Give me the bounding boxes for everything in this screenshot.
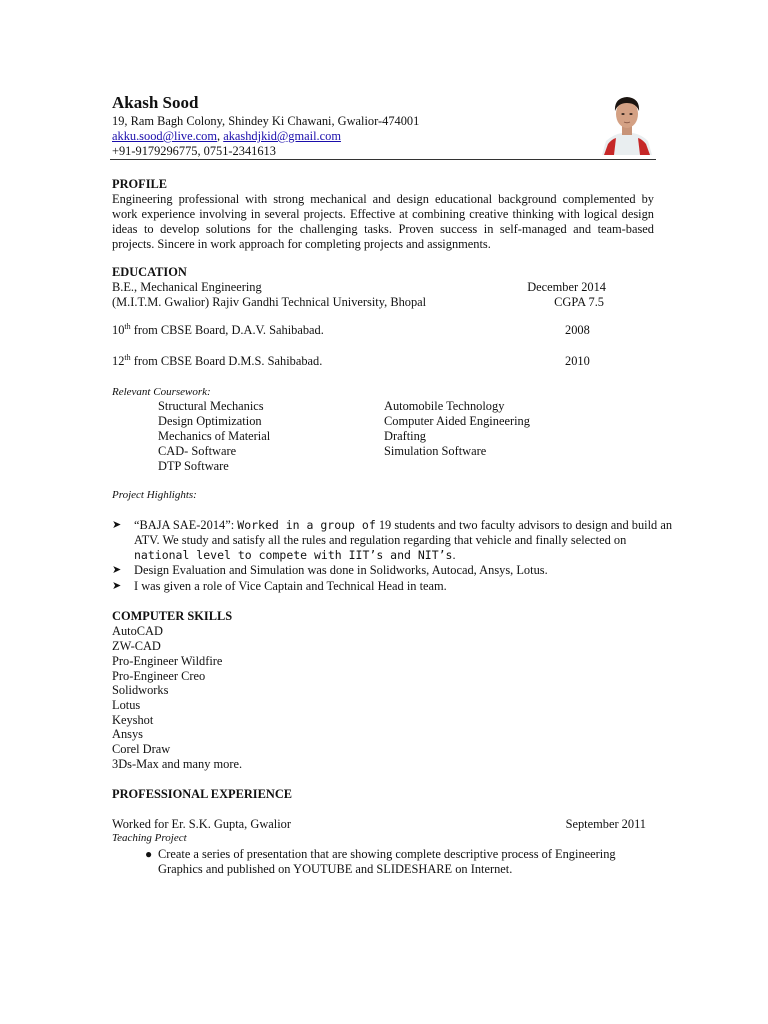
project-text: 19 students and two faculty advisors to design and build an [375, 518, 673, 532]
profile-photo [596, 89, 658, 155]
cgpa: CGPA 7.5 [554, 295, 604, 309]
coursework-item: Computer Aided Engineering [384, 414, 530, 428]
project-line: Design Evaluation and Simulation was done in Solidworks, Autocad, Ansys, Lotus. [134, 563, 548, 577]
coursework-item: Automobile Technology [384, 399, 505, 413]
skill-item: Keyshot [112, 713, 154, 727]
candidate-name: Akash Sood [112, 93, 199, 112]
twelfth-suffix: th [124, 352, 131, 362]
project-text-highlight: national level to compete with IIT’s and NIT’s [134, 548, 453, 562]
tenth-suffix: th [124, 321, 131, 331]
experience-date: September 2011 [565, 817, 646, 831]
round-bullet-icon: ● [145, 847, 153, 861]
project-line: I was given a role of Vice Captain and Technical Head in team. [134, 579, 447, 593]
email-link-live[interactable]: akku.sood@live.com [112, 129, 218, 143]
skill-item: ZW-CAD [112, 639, 161, 653]
header-divider [110, 159, 656, 160]
profile-line: projects. Sincere in work approach for completing projects and assignments. [112, 237, 491, 251]
experience-heading: PROFESSIONAL EXPERIENCE [112, 787, 293, 801]
project-line [134, 548, 456, 563]
project-highlights-label: Project Highlights: [112, 489, 197, 501]
institute: (M.I.T.M. Gwalior) Rajiv Gandhi Technical University, Bhopal [112, 295, 427, 309]
twelfth-details: from CBSE Board D.M.S. Sahibabad. [130, 354, 323, 368]
twelfth-year: 2010 [565, 354, 590, 368]
tenth-year: 2008 [565, 323, 590, 337]
tenth-entry [112, 323, 324, 338]
degree-date: December 2014 [527, 280, 606, 294]
project-line [134, 518, 672, 533]
profile-heading: PROFILE [112, 177, 168, 191]
project-baja-title: “BAJA SAE-2014”: [134, 518, 238, 532]
address: 19, Ram Bagh Colony, Shindey Ki Chawani, Gwalior-474001 [112, 114, 420, 128]
twelfth-number: 12 [112, 354, 125, 368]
skill-item: 3Ds-Max and many more. [112, 757, 243, 771]
profile-line: Engineering professional with strong mechanical and design educational background complemented by [112, 192, 654, 206]
email-link-gmail[interactable]: akashdjkid@gmail.com [223, 129, 341, 143]
coursework-item: CAD- Software [158, 444, 237, 458]
experience-role: Teaching Project [112, 832, 187, 844]
skill-item: Lotus [112, 698, 141, 712]
project-text: . [452, 548, 456, 562]
twelfth-entry [112, 354, 322, 369]
experience-line: Graphics and published on YOUTUBE and SLIDESHARE on Internet. [158, 862, 513, 876]
coursework-item: Simulation Software [384, 444, 487, 458]
arrow-bullet-icon: ➤ [112, 564, 122, 576]
profile-paragraph [112, 192, 654, 252]
skill-item: Corel Draw [112, 742, 171, 756]
coursework-item: Structural Mechanics [158, 399, 264, 413]
skill-item: AutoCAD [112, 624, 163, 638]
employer: Worked for Er. S.K. Gupta, Gwalior [112, 817, 291, 831]
skill-item: Solidworks [112, 683, 169, 697]
email-separator: , [217, 129, 224, 143]
tenth-number: 10 [112, 323, 125, 337]
arrow-bullet-icon: ➤ [112, 580, 122, 592]
education-heading: EDUCATION [112, 265, 187, 279]
skill-item: Pro-Engineer Wildfire [112, 654, 223, 668]
coursework-item: Design Optimization [158, 414, 262, 428]
coursework-item: Drafting [384, 429, 426, 443]
degree: B.E., Mechanical Engineering [112, 280, 262, 294]
coursework-label: Relevant Coursework: [112, 386, 211, 398]
skill-item: Pro-Engineer Creo [112, 669, 206, 683]
profile-line: work experience involving in several projects. Effective at combining creative thinking with logical design [112, 207, 654, 221]
experience-line: Create a series of presentation that are showing complete descriptive process of Engineering [158, 847, 616, 861]
coursework-item: DTP Software [158, 459, 229, 473]
skills-heading: COMPUTER SKILLS [112, 609, 233, 623]
profile-line: ideas to develop solutions for the challenging tasks. Proven success in self-managed and team-based [112, 222, 654, 236]
coursework-item: Mechanics of Material [158, 429, 271, 443]
skill-item: Ansys [112, 727, 143, 741]
arrow-bullet-icon: ➤ [112, 519, 122, 531]
project-text-highlight: Worked in a group of [237, 518, 376, 532]
project-line: ATV. We study and satisfy all the rules and regulation regarding that vehicle and finally selected on [134, 533, 627, 547]
email-line [112, 129, 341, 144]
phone-numbers: +91-9179296775, 0751-2341613 [112, 144, 276, 158]
tenth-details: from CBSE Board, D.A.V. Sahibabad. [130, 323, 324, 337]
